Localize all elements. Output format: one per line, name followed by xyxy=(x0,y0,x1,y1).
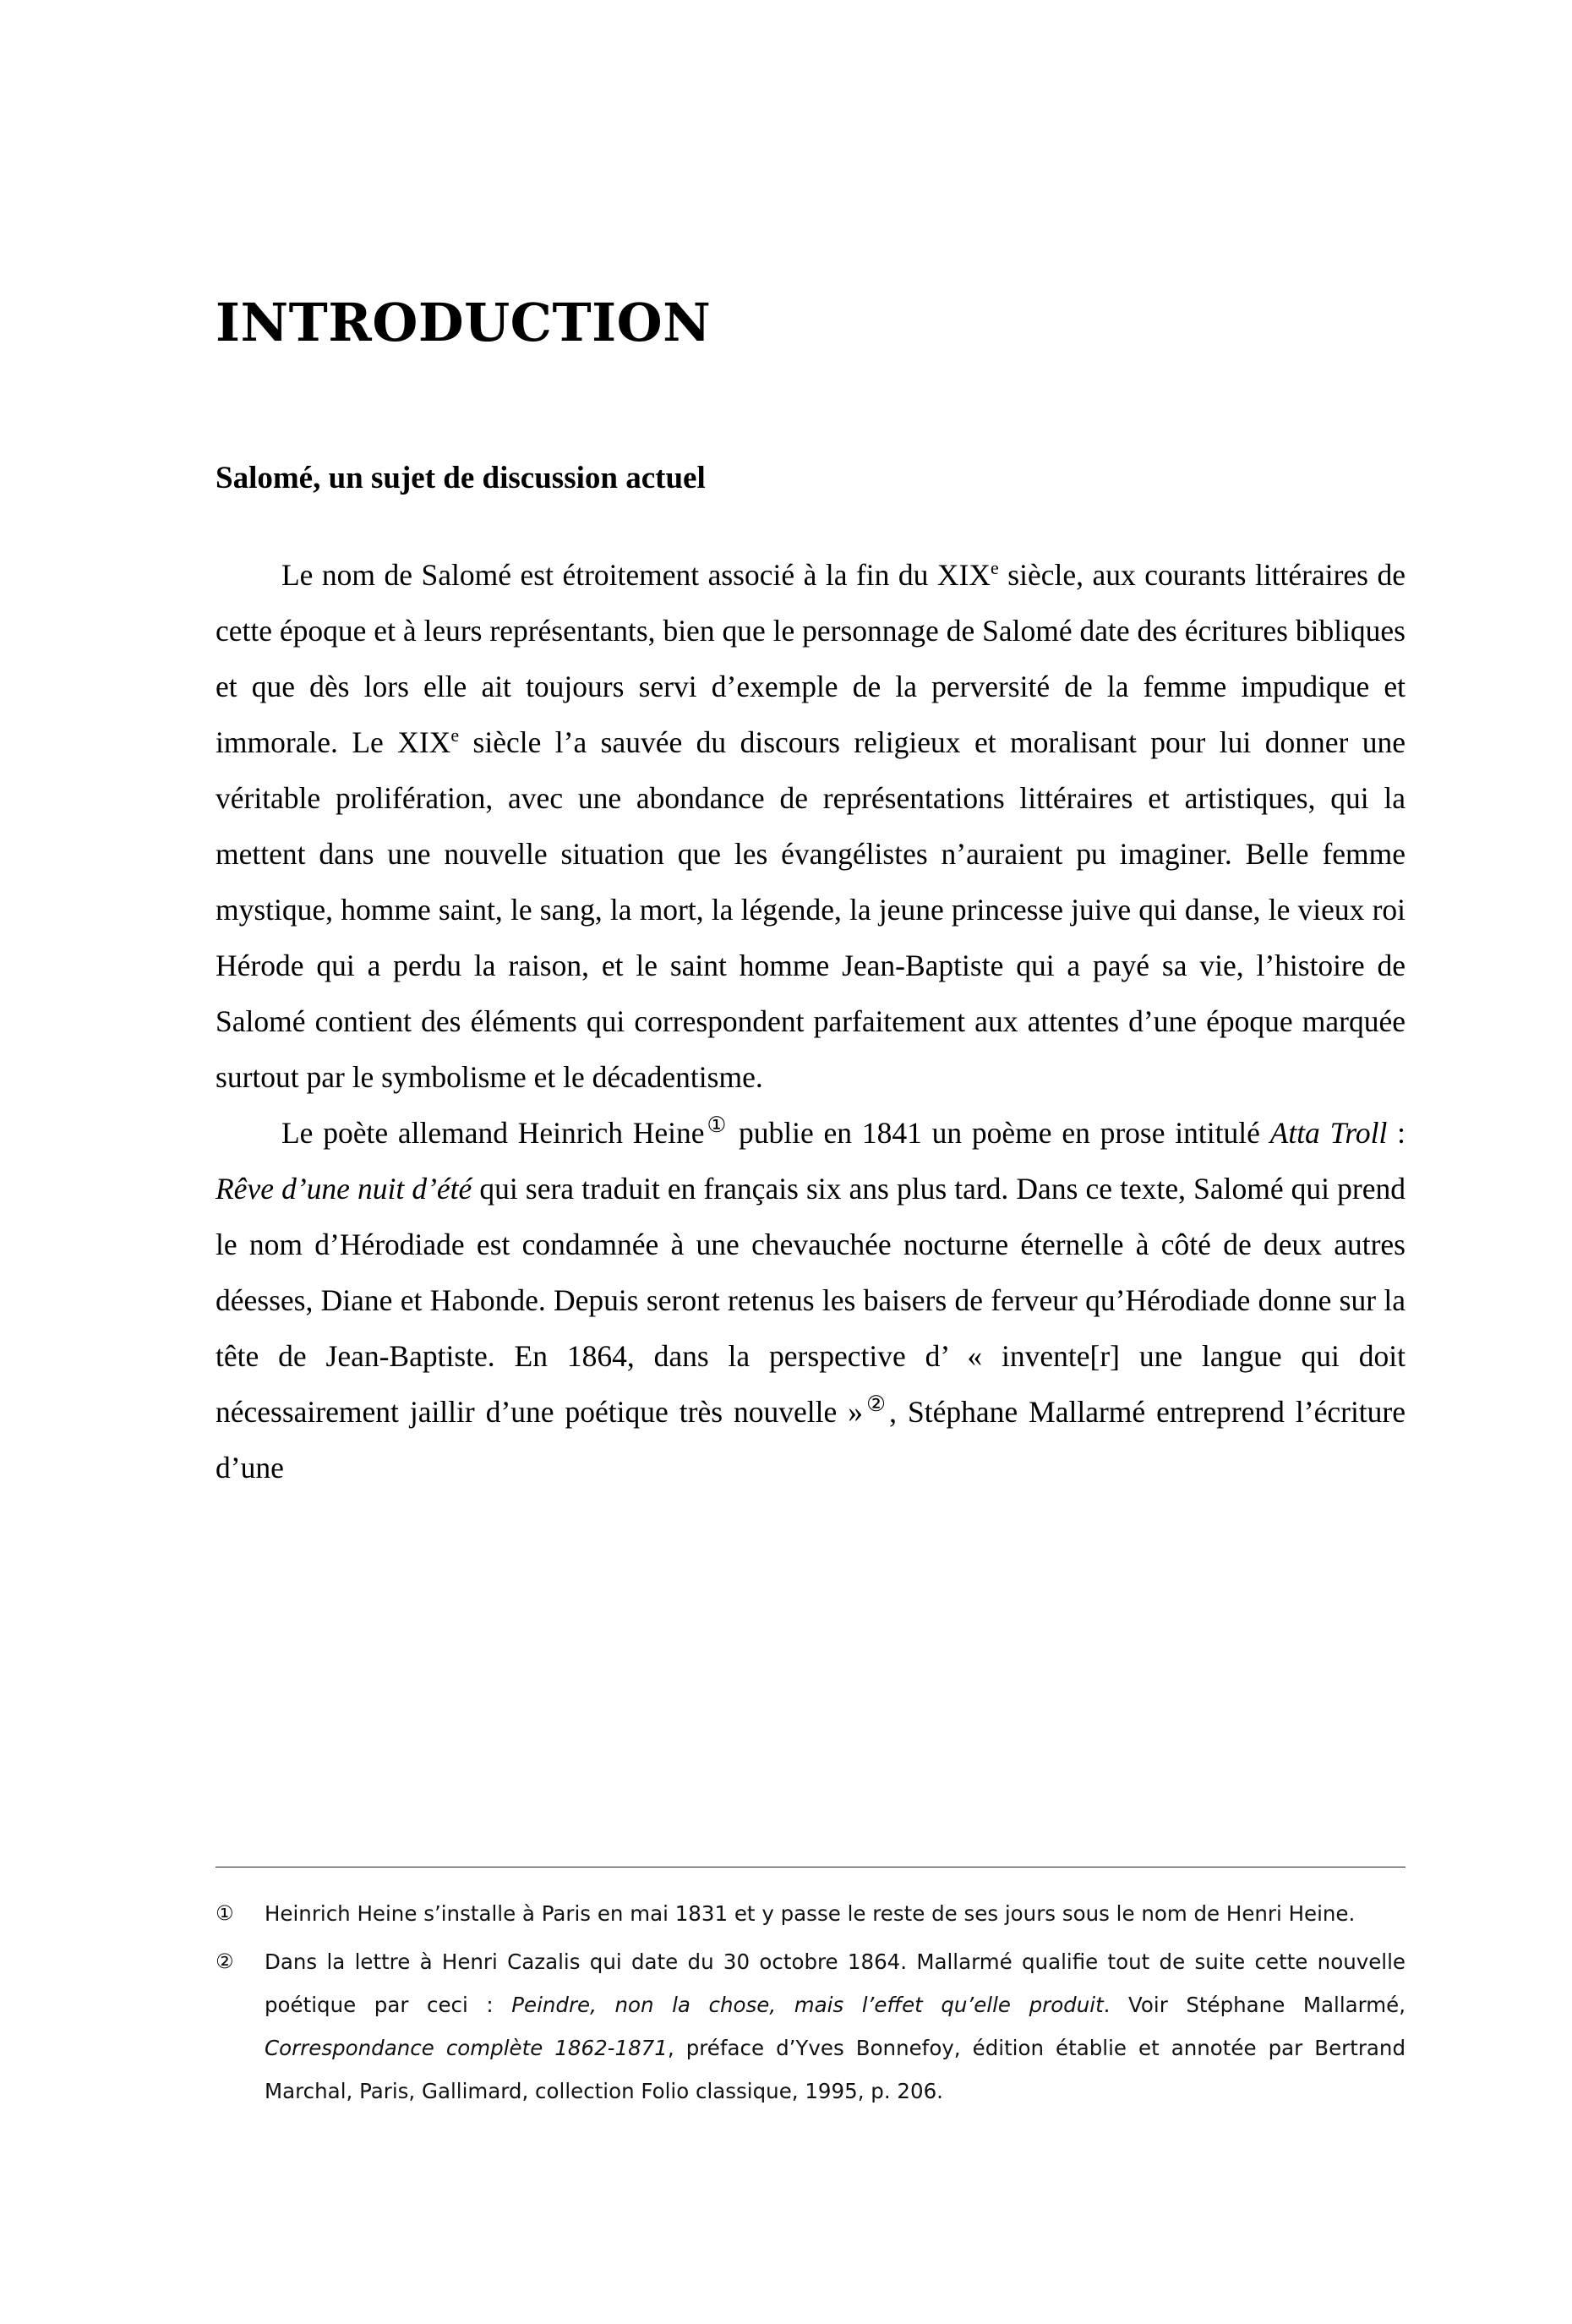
italic-title: Rêve d’une nuit d’été xyxy=(216,1171,472,1206)
footnote-reference[interactable]: ② xyxy=(863,1391,890,1416)
footnote-area xyxy=(216,1892,1406,2118)
footnote-marker: ② xyxy=(216,1949,234,1973)
body-paragraph: Le poète allemand Heinrich Heine① publie en 1841 un poème en prose intitulé Atta Troll : Rêve d’une nuit d’été qui sera traduit en français six ans plus tard. Dans ce texte, Salomé qui prend le nom d’Hérodiade est condamnée à une chevauchée nocturne éternelle à côté de deux autres déesses, Diane et Habonde. Depuis seront retenus les baisers de ferveur qu’Hérodiade donne sur la tête de Jean-Baptiste. En 1864, dans la perspective d’ « invente[r] une langue qui doit nécessairement jaillir d’une poétique très nouvelle »②, Stéphane Mallarmé entreprend l’écriture d’une xyxy=(216,1112,1406,1485)
body-paragraph: Le nom de Salomé est étroitement associé à la fin du XIXe siècle, aux courants littéraires de cette époque et à leurs représentants, bien que le personnage de Salomé date des écritures bibliques et que dès lors elle ait toujours servi d’exemple de la perversité de la femme impudique et immorale. Le XIXe siècle l’a sauvée du discours religieux et moralisant pour lui donner une véritable prolifération, avec une abondance de représentations littéraires et artistiques, qui la mettent dans une nouvelle situation que les évangélistes n’auraient pu imaginer. Belle femme mystique, homme saint, le sang, la mort, la légende, la jeune princesse juive qui danse, le vieux roi Hérode qui a perdu la raison, et le saint homme Jean-Baptiste qui a payé sa vie, l’histoire de Salomé contient des éléments qui correspondent parfaitement aux attentes d’une époque marquée surtout par le symbolisme et le décadentisme. xyxy=(216,556,1406,1094)
page-content xyxy=(216,0,1406,1496)
section-heading: Salomé, un sujet de discussion actuel xyxy=(216,461,706,496)
italic-title: Correspondance complète 1862-1871 xyxy=(265,2036,668,2060)
footnote-text: Heinrich Heine s’installe à Paris en mai 1831 et y passe le reste de ses jours sous le nom de Henri Heine. xyxy=(265,1901,1356,1926)
italic-title: Atta Troll xyxy=(1269,1115,1388,1150)
footnote-reference[interactable]: ① xyxy=(704,1112,729,1137)
footnote-item xyxy=(216,1892,1406,1935)
footnote-marker: ① xyxy=(216,1901,234,1925)
footnote-text: Dans la lettre à Henri Cazalis qui date du 30 octobre 1864. Mallarmé qualifie tout de suite cette nouvelle poétique par ceci : Peindre, non la chose, mais l’effet qu’elle produit. Voir Stéphane Mallarmé, Correspondance complète 1862-1871, préface d’Yves Bonnefoy, édition établie et annotée par Bertrand Marchal, Paris, Gallimard, collection Folio classique, 1995, p. 206. xyxy=(265,1949,1406,2103)
superscript-ordinal: e xyxy=(450,724,460,746)
footnote-item xyxy=(216,1940,1406,2113)
page-title: INTRODUCTION xyxy=(216,292,712,353)
superscript-ordinal: e xyxy=(991,556,999,578)
italic-title: Peindre, non la chose, mais l’effet qu’elle produit xyxy=(511,1993,1104,2017)
